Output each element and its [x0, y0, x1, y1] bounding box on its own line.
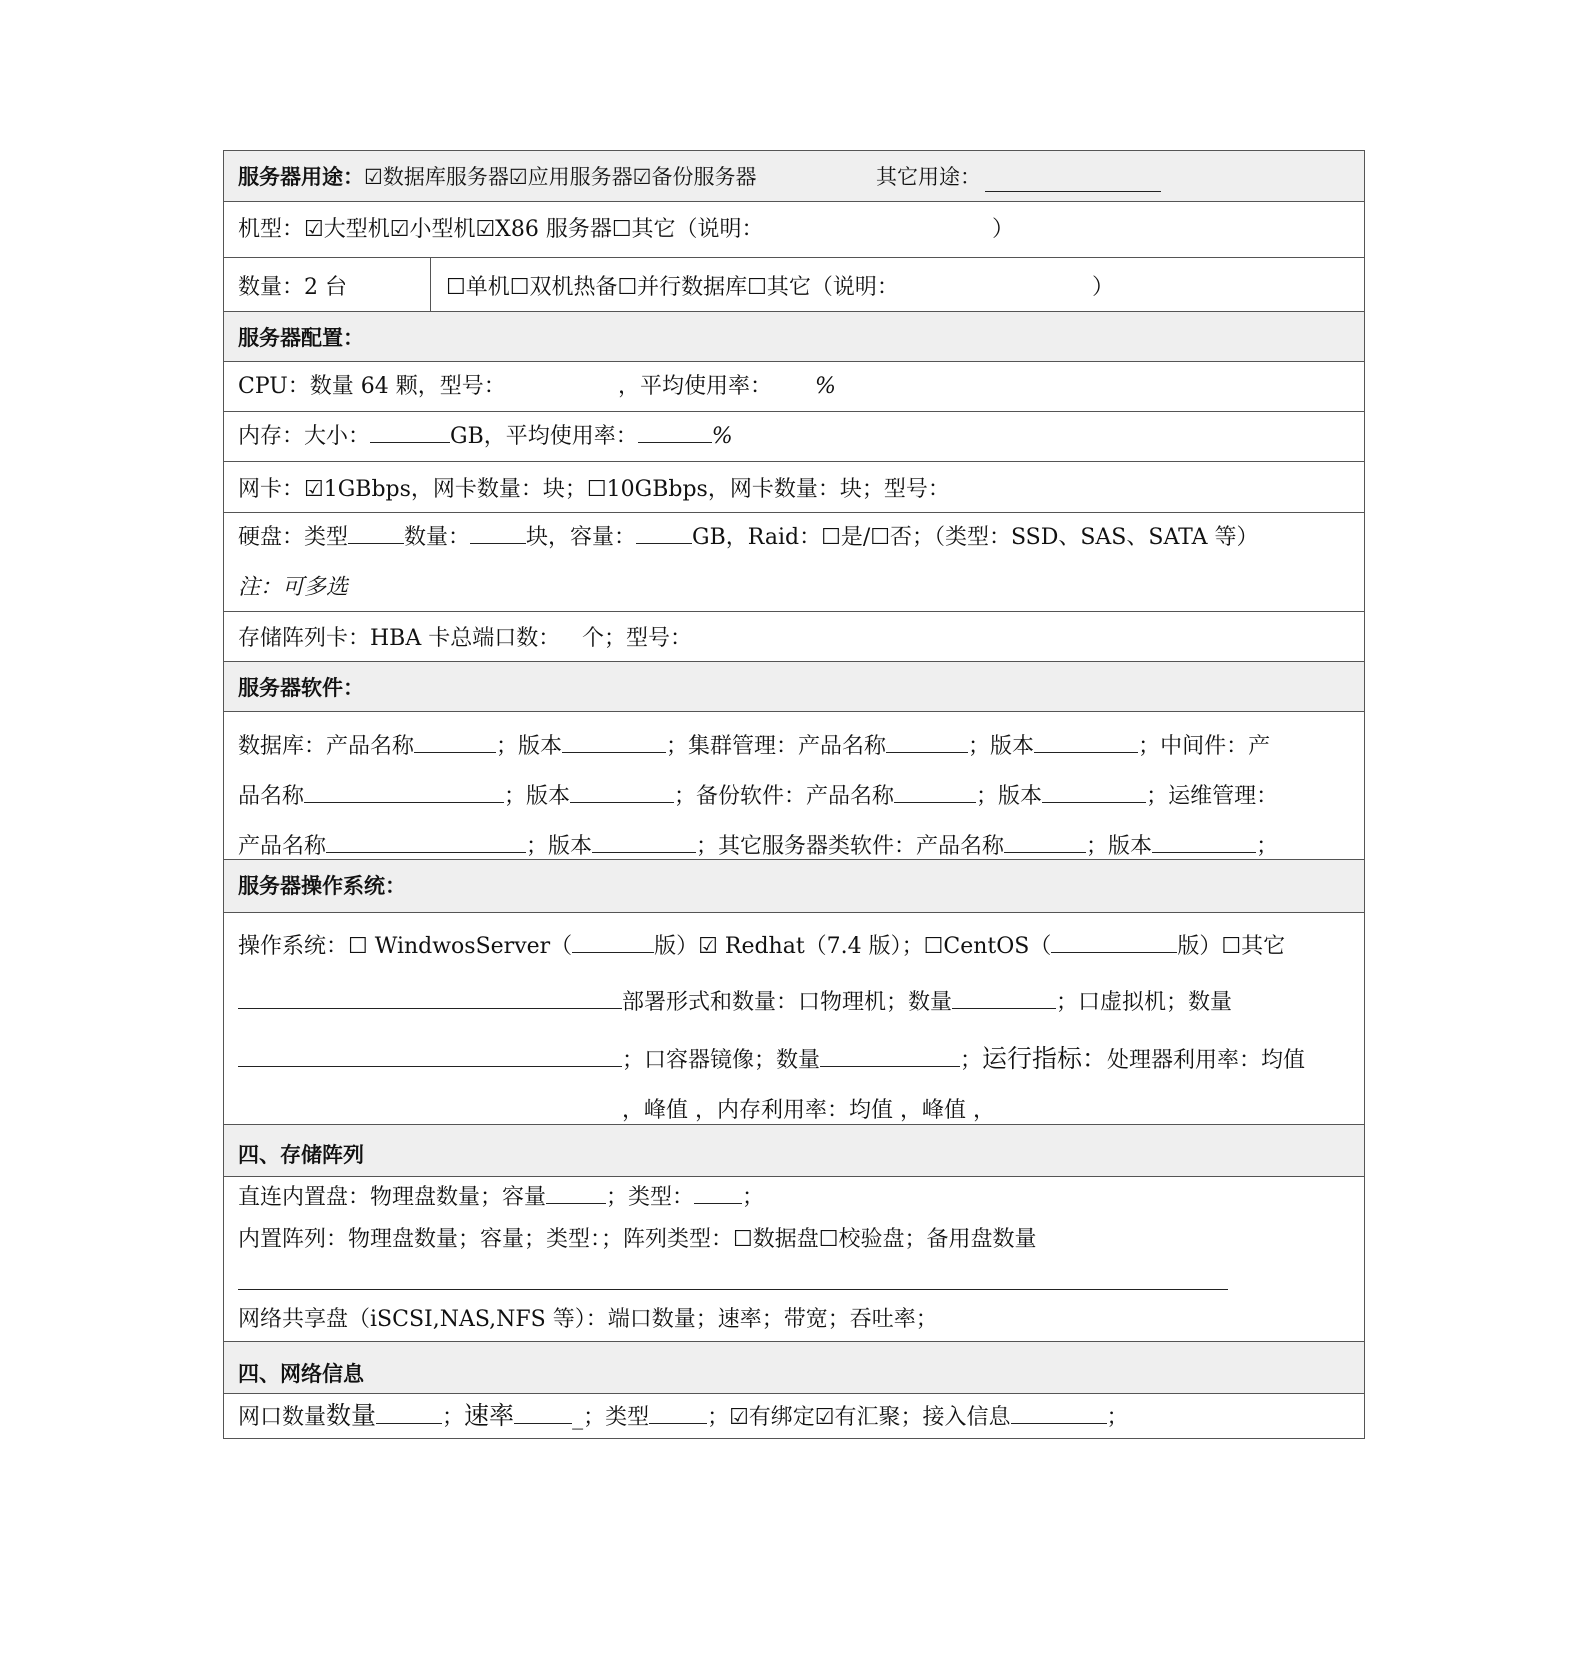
memory-size-blank[interactable] [370, 422, 450, 443]
windows-option[interactable]: 操作系统：☐ WindwosServer（ [238, 934, 573, 959]
other-usage-label: 其它用途： [876, 165, 981, 189]
model-row [224, 202, 1364, 258]
disk-row [224, 513, 1364, 612]
rate-blank[interactable] [514, 1403, 572, 1424]
physical-count-label: 部署形式和数量：口物理机；数量 [622, 990, 953, 1015]
rate-label: 速率 [464, 1401, 515, 1430]
disk-note: 注：可多选 [238, 575, 349, 600]
deployment-options[interactable]: ☐单机☐双机热备☐并行数据库☐其它（说明： [446, 275, 899, 300]
os-row [224, 913, 1364, 1125]
backup-version-blank[interactable] [1042, 782, 1146, 803]
memory-percent: % [711, 424, 733, 449]
storage-row [224, 1177, 1364, 1342]
vm-count-label: ；口虚拟机；数量 [1056, 990, 1233, 1015]
storage-header: 四、存储阵列 [224, 1125, 1364, 1177]
cpu-row [224, 362, 1364, 412]
cpu-count-label: CPU：数量 64 颗，型号： [238, 374, 506, 399]
quantity-value: 数量：2 台 [238, 275, 347, 300]
middleware-product-label: 品名称 [238, 784, 305, 809]
usage-row [224, 151, 1364, 202]
direct-type-blank[interactable] [694, 1183, 742, 1204]
db-product-label: 数据库：产品名称 [238, 734, 415, 759]
metrics-line: ，峰值 ，内存利用率：均值 ，峰值 ， [622, 1098, 995, 1123]
cluster-product-blank[interactable] [886, 732, 968, 753]
network-header: 四、网络信息 [224, 1342, 1364, 1394]
disk-capacity-label: 块，容量： [526, 525, 637, 550]
redhat-check[interactable]: 版）☑ [654, 934, 725, 959]
ops-version-label: ；版本 [526, 834, 593, 859]
model-close: ） [992, 217, 1015, 242]
network-end: ； [1106, 1405, 1129, 1430]
network-row [224, 1394, 1364, 1438]
memory-usage-blank[interactable] [638, 422, 712, 443]
port-count-blank[interactable] [376, 1403, 442, 1424]
disk-type-blank[interactable] [348, 523, 404, 544]
hba-model-label: 个；型号： [582, 626, 693, 651]
direct-type-label: ；类型： [606, 1185, 695, 1210]
server-info-form [223, 150, 1365, 1439]
other-usage-blank[interactable] [985, 191, 1161, 192]
software-end: ； [1256, 834, 1279, 859]
usage-options[interactable]: ☑数据库服务器☑应用服务器☑备份服务器 [364, 165, 757, 189]
cpu-percent: % [815, 374, 836, 399]
direct-capacity-blank[interactable] [546, 1183, 606, 1204]
type-blank[interactable] [649, 1403, 707, 1424]
cell-divider [430, 258, 431, 311]
middleware-version-blank[interactable] [570, 782, 674, 803]
middleware-version-label: ；版本 [504, 784, 571, 809]
sep-1: ； [442, 1405, 465, 1430]
network-share-label: 网络共享盘（iSCSI,NAS,NFS 等）：端口数量；速率；带宽；吞吐率； [238, 1307, 938, 1332]
direct-end: ； [742, 1185, 765, 1210]
usage-label: 服务器用途： [238, 165, 364, 189]
windows-version-blank[interactable] [572, 932, 654, 953]
deployment-close: ） [1092, 275, 1115, 300]
middleware-label: ；中间件：产 [1138, 734, 1271, 759]
other-sw-version-blank[interactable] [1152, 832, 1256, 853]
db-version-label: ；版本 [496, 734, 563, 759]
model-options[interactable]: 机型：☑大型机☑小型机☑X86 服务器☐其它（说明： [238, 217, 764, 242]
cluster-version-label: ；版本 [968, 734, 1035, 759]
disk-raid-label[interactable]: GB，Raid：☐是/☐否；（类型：SSD、SAS、SATA 等） [692, 525, 1259, 550]
ops-product-label: 产品名称 [238, 834, 327, 859]
cluster-version-blank[interactable] [1034, 732, 1138, 753]
backup-product-label: ；备份软件：产品名称 [674, 784, 895, 809]
redhat-centos-option[interactable]: Redhat（7.4 版）；☐CentOS（ [724, 934, 1052, 959]
backup-product-blank[interactable] [894, 782, 976, 803]
bonding-options[interactable]: ；☑有绑定☑有汇聚；接入信息 [707, 1405, 1011, 1430]
cluster-product-label: ；集群管理：产品名称 [666, 734, 887, 759]
other-os-option[interactable]: 版）☐其它 [1177, 934, 1286, 959]
software-header: 服务器软件： [224, 662, 1364, 712]
vm-count-blank[interactable] [238, 1046, 622, 1067]
ops-version-blank[interactable] [592, 832, 696, 853]
physical-count-blank[interactable] [952, 988, 1056, 1009]
db-product-blank[interactable] [414, 732, 496, 753]
other-sw-version-label: ；版本 [1086, 834, 1153, 859]
type-label: _；类型 [572, 1405, 650, 1430]
disk-count-blank[interactable] [470, 523, 526, 544]
container-count-blank[interactable] [820, 1046, 960, 1067]
storage-card-row [224, 612, 1364, 662]
os-header: 服务器操作系统： [224, 860, 1364, 913]
middleware-product-blank[interactable] [304, 782, 504, 803]
disk-capacity-blank[interactable] [636, 523, 692, 544]
software-row [224, 712, 1364, 860]
memory-size-label: 内存：大小： [238, 424, 371, 449]
direct-disk-label: 直连内置盘：物理盘数量；容量 [238, 1185, 547, 1210]
disk-type-label: 硬盘：类型 [238, 525, 349, 550]
backup-version-label: ；版本 [976, 784, 1043, 809]
other-os-blank[interactable] [238, 988, 622, 1009]
access-info-blank[interactable] [1011, 1403, 1107, 1424]
db-version-blank[interactable] [562, 732, 666, 753]
quantity-row [224, 258, 1364, 312]
memory-usage-label: GB，平均使用率： [450, 424, 638, 449]
memory-row [224, 412, 1364, 462]
port-count-label-2: 数量 [326, 1401, 377, 1430]
port-count-label: 网口数量 [238, 1405, 327, 1430]
centos-version-blank[interactable] [1051, 932, 1177, 953]
cpu-util-label: 处理器利用率：均值 [1107, 1048, 1306, 1073]
disk-count-label: 数量： [404, 525, 471, 550]
spare-disk-blank[interactable] [238, 1289, 1228, 1290]
container-count-label: ；口容器镜像；数量 [622, 1048, 821, 1073]
other-sw-product-blank[interactable] [1004, 832, 1086, 853]
metrics-label: 运行指标： [982, 1044, 1108, 1073]
ops-label: ；运维管理： [1146, 784, 1279, 809]
hba-port-label: 存储阵列卡：HBA 卡总端口数： [238, 626, 561, 651]
cpu-usage-label: ，平均使用率： [618, 374, 773, 399]
config-header: 服务器配置： [224, 312, 1364, 362]
nic-row[interactable]: 网卡：☑1GBbps，网卡数量：块；☐10GBbps，网卡数量：块；型号： [224, 462, 1364, 513]
ops-product-blank[interactable] [326, 832, 526, 853]
other-sw-product-label: ；其它服务器类软件：产品名称 [696, 834, 1005, 859]
internal-array-label[interactable]: 内置阵列：物理盘数量；容量；类型：；阵列类型：☐数据盘☐校验盘；备用盘数量 [238, 1227, 1037, 1252]
container-end: ； [960, 1048, 983, 1073]
